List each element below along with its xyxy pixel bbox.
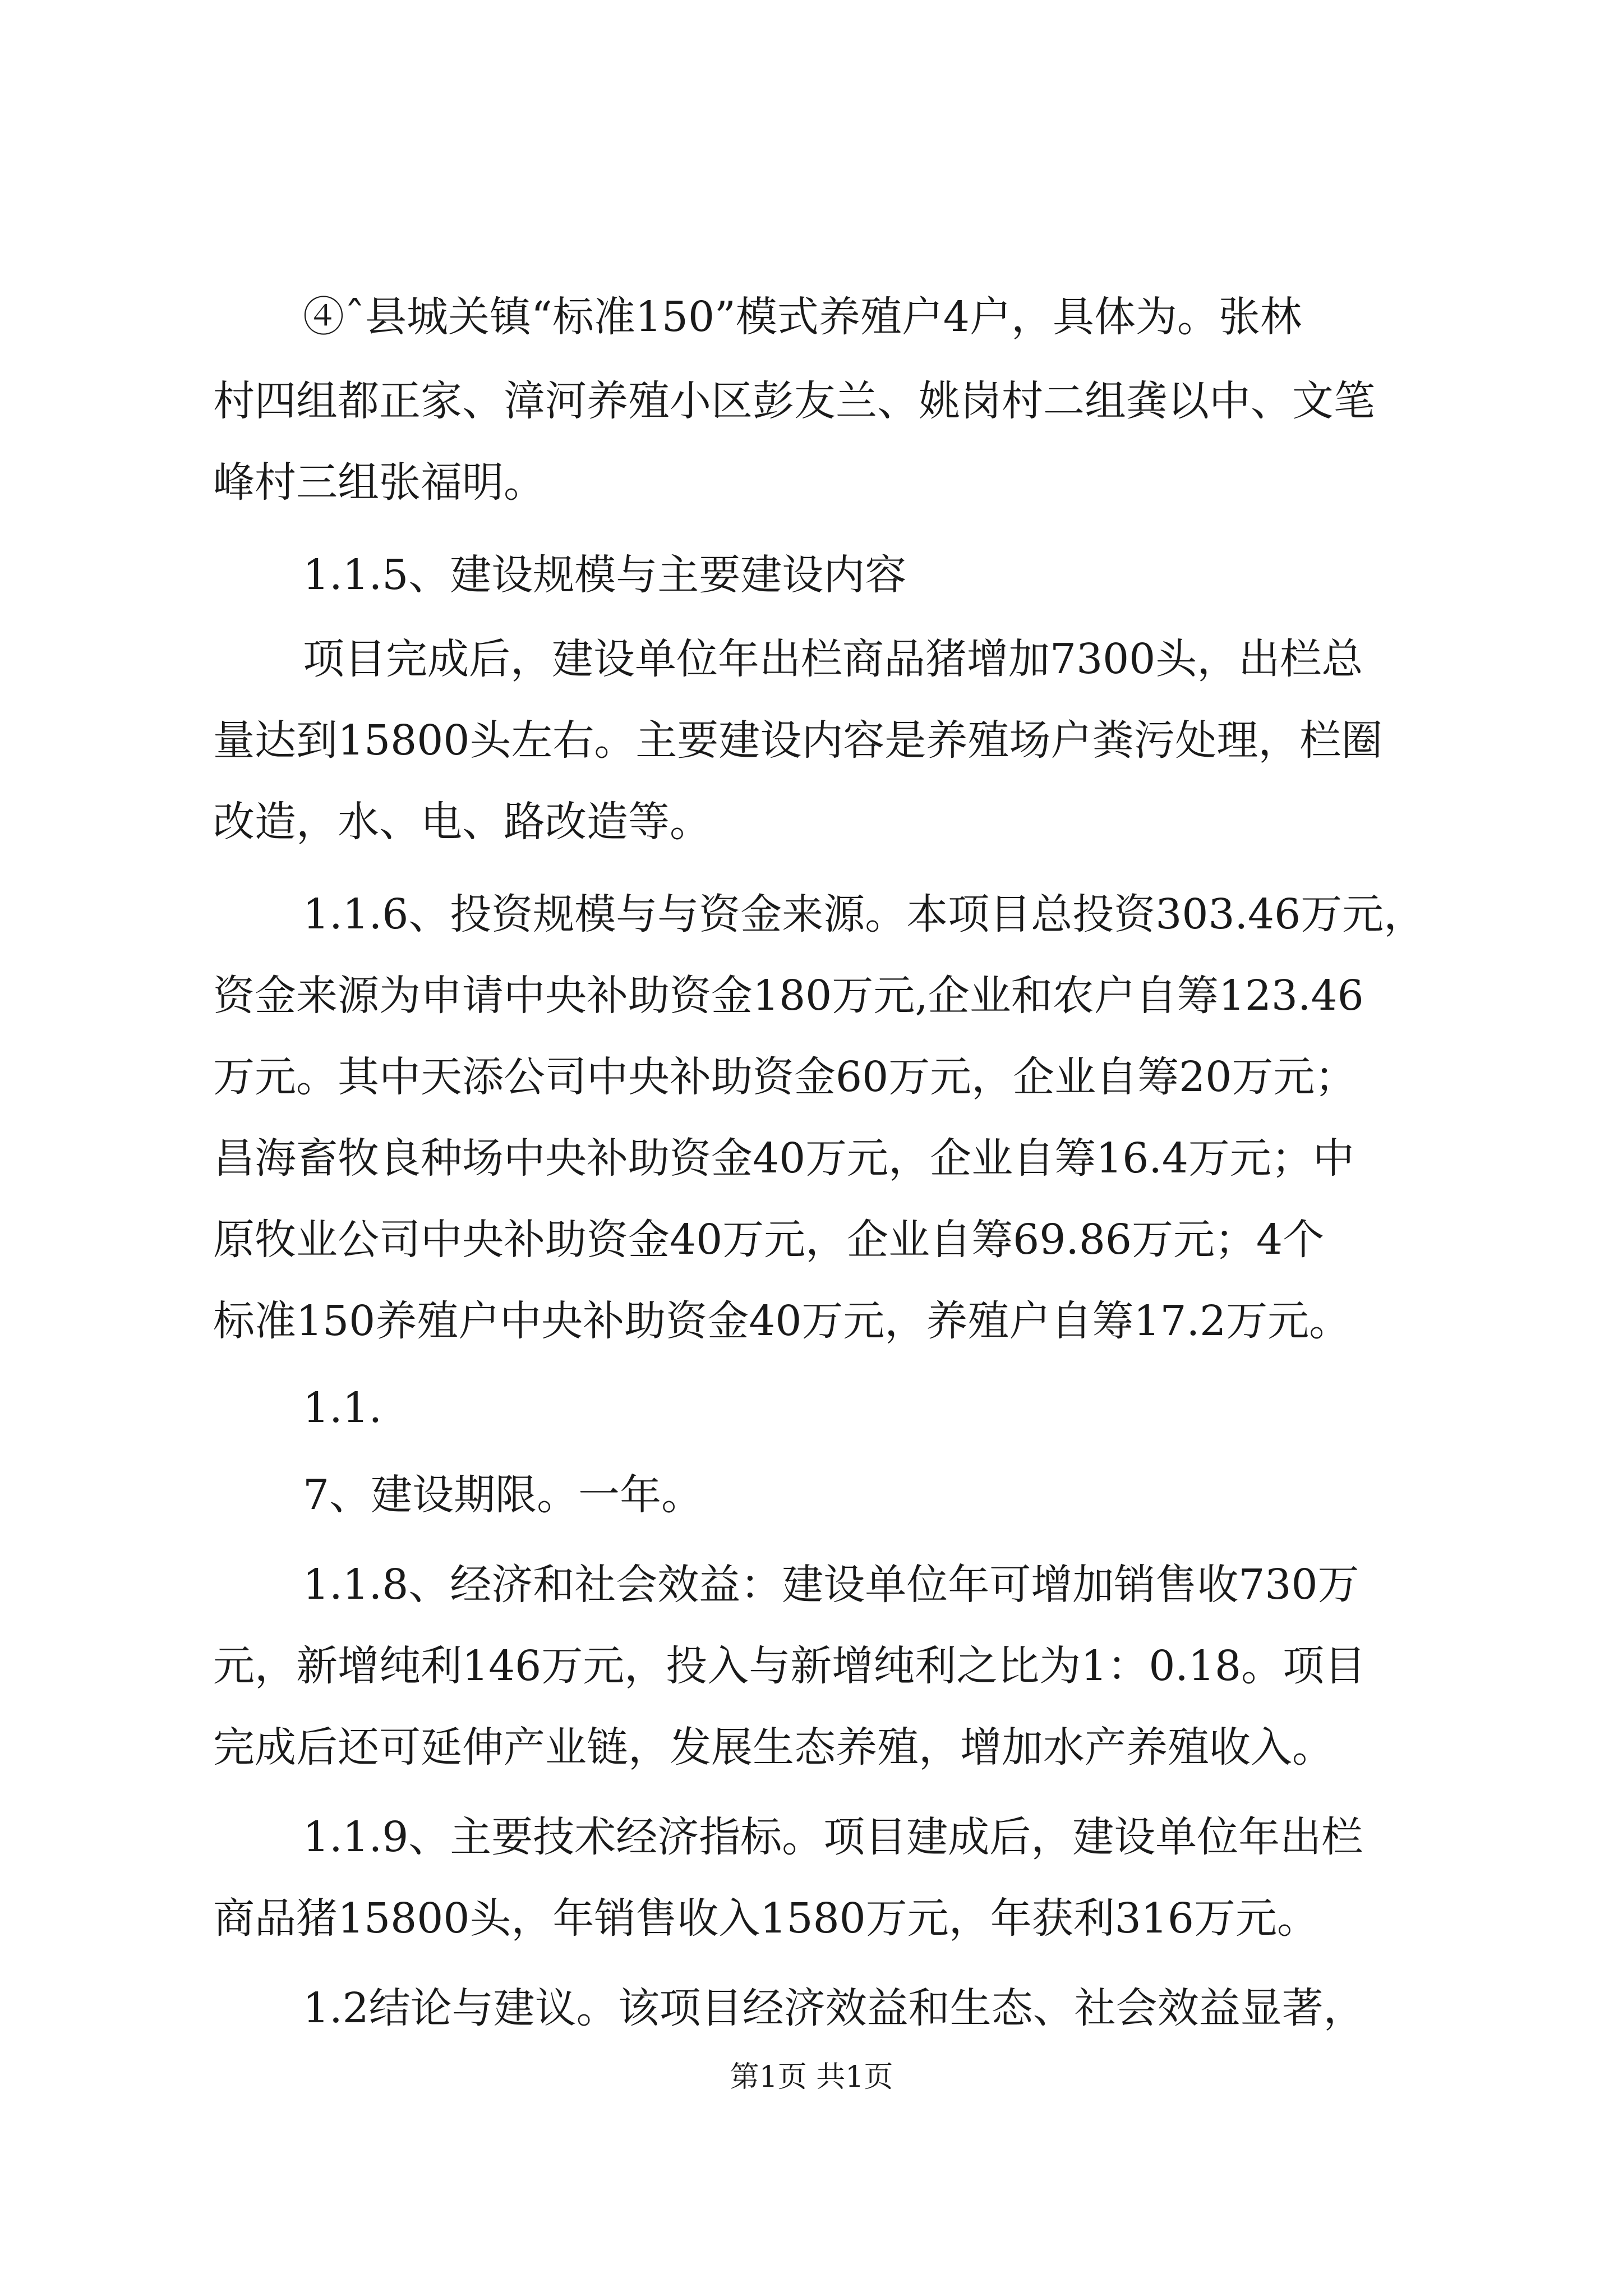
text-line: 万元。其中天添公司中央补助资金60万元，企业自筹20万元； <box>213 1053 1357 1101</box>
text-line: 1.1.8、经济和社会效益：建设单位年可增加销售收730万 <box>303 1561 1359 1609</box>
text-line: 1.1.6、投资规模与与资金来源。本项目总投资303.46万元， <box>303 890 1426 938</box>
text-line: 峰村三组张福明。 <box>213 458 545 507</box>
text-line: 标准150养殖户中央补助资金40万元，养殖户自筹17.2万元。 <box>213 1297 1351 1345</box>
text-line: 完成后还可延伸产业链，发展生态养殖，增加水产养殖收入。 <box>213 1723 1334 1772</box>
text-line: 项目完成后，建设单位年出栏商品猪增加7300头，出栏总 <box>303 635 1363 683</box>
text-line: 元，新增纯利146万元，投入与新增纯利之比为1：0.18。项目 <box>213 1642 1366 1690</box>
text-line: 改造，水、电、路改造等。 <box>213 798 711 846</box>
text-line: 量达到15800头左右。主要建设内容是养殖场户粪污处理，栏圈 <box>213 716 1383 765</box>
text-line: 资金来源为申请中央补助资金180万元,企业和农户自筹123.46 <box>213 972 1364 1020</box>
text-line: 1.2结论与建议。该项目经济效益和生态、社会效益显著， <box>303 1984 1365 2032</box>
text-line: 7、建设期限。一年。 <box>303 1471 703 1519</box>
text-line: ④ˆ县城关镇“标准150”模式养殖户4户，具体为。张林 <box>303 293 1302 341</box>
text-line: 1.1. <box>303 1384 382 1432</box>
text-line: 村四组都正家、漳河养殖小区彭友兰、姚岗村二组龚以中、文笔 <box>213 377 1375 425</box>
text-line: 原牧业公司中央补助资金40万元，企业自筹69.86万元；4个 <box>213 1216 1325 1264</box>
page-footer: 第1页 共1页 <box>730 2060 893 2094</box>
text-line: 昌海畜牧良种场中央补助资金40万元，企业自筹16.4万元；中 <box>213 1134 1354 1182</box>
text-line: 商品猪15800头，年销售收入1580万元，年获利316万元。 <box>213 1894 1318 1943</box>
text-line: 1.1.9、主要技术经济指标。项目建成后，建设单位年出栏 <box>303 1813 1363 1861</box>
text-line: 1.1.5、建设规模与主要建设内容 <box>303 551 907 599</box>
